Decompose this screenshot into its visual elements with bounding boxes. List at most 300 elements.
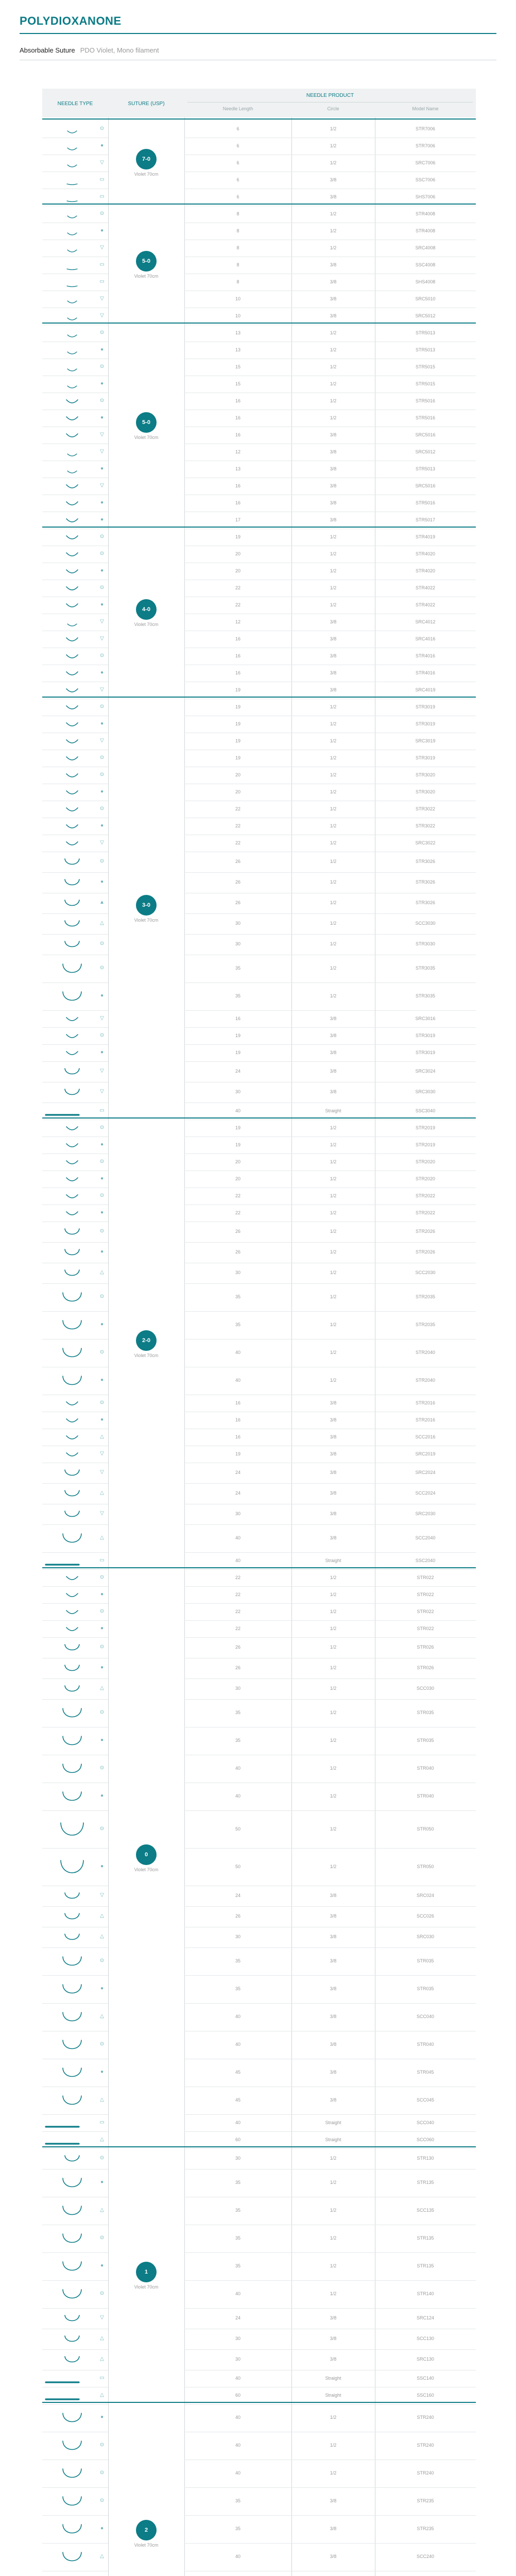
needle-length: 22 (235, 1608, 240, 1614)
needle-length: 22 (235, 1193, 240, 1198)
model-name: SSC4008 (415, 262, 436, 267)
model-name: STR026 (417, 1645, 434, 1650)
tip-tp-icon: ● (100, 2414, 104, 2420)
circle: 1/2 (330, 2470, 337, 2476)
model-name: STR135 (417, 2180, 434, 2185)
model-name: SHS4008 (415, 279, 436, 284)
circle: 1/2 (330, 755, 337, 760)
needle-length: 6 (236, 160, 239, 165)
tip-rc-icon: ⊙ (99, 1644, 105, 1650)
model-name: STR5015 (415, 364, 436, 369)
needle-length: 35 (235, 1322, 240, 1327)
circle: 1/2 (330, 1229, 337, 1234)
tip-tp-icon: ● (100, 2179, 104, 2185)
model-name: SSC2040 (415, 1557, 436, 1563)
needle-med-icon (65, 1033, 79, 1042)
tip-tp-icon: ● (100, 414, 104, 420)
needle-med-icon (65, 1176, 79, 1185)
tip-ct-icon: ▽ (100, 686, 104, 692)
needle-length: 30 (235, 1511, 240, 1516)
model-name: SCC2030 (415, 1270, 436, 1275)
tip-rc-icon: ⊙ (99, 2442, 105, 2448)
tip-ct-icon: ▽ (100, 312, 104, 318)
circle: 1/2 (330, 1665, 337, 1670)
tip-bl-icon: △ (100, 2013, 104, 2019)
model-name: STR3022 (415, 806, 436, 811)
model-name: STR4020 (415, 568, 436, 573)
row-divider (42, 2308, 108, 2309)
needle-length: 30 (235, 1089, 240, 1094)
group-separator (42, 2146, 476, 2147)
tip-bl-icon: △ (100, 2553, 104, 2559)
needle-length: 35 (235, 2235, 240, 2241)
suture-length-label: Violet 70cm (134, 917, 159, 923)
needle-length: 19 (235, 738, 240, 743)
needle-length: 40 (235, 2291, 240, 2296)
circle: 1/2 (330, 126, 337, 131)
model-name: STR050 (417, 1826, 434, 1832)
needle-large-icon (64, 899, 80, 910)
needle-length: 12 (235, 619, 240, 624)
needle-length: 19 (235, 721, 240, 726)
row-divider (42, 913, 108, 914)
row-divider (42, 2543, 108, 2544)
suture-size-badge: 4-0 (136, 599, 157, 620)
row-divider (184, 1810, 476, 1811)
tip-ct-icon: ▽ (100, 159, 104, 165)
model-name: SRC4012 (415, 619, 436, 624)
needle-med-icon (65, 1575, 79, 1584)
tip-tp-icon: ● (100, 1377, 104, 1383)
model-name: STR022 (417, 1608, 434, 1614)
needle-length: 16 (235, 415, 240, 420)
circle: 3/8 (330, 1958, 337, 1963)
circle: 3/8 (330, 466, 337, 471)
row-divider (184, 1552, 476, 1553)
row-divider (184, 1524, 476, 1525)
needle-length: 15 (235, 364, 240, 369)
needle-length: 30 (235, 941, 240, 946)
tip-ct-icon: ▽ (100, 431, 104, 437)
needle-med-icon (65, 1193, 79, 1202)
circle: 1/2 (330, 965, 337, 971)
model-name: STR2019 (415, 1142, 436, 1147)
circle: 1/2 (330, 347, 337, 352)
model-name: STR2016 (415, 1417, 436, 1422)
header-suture: SUTURE (USP) (128, 101, 165, 107)
group-separator (42, 204, 476, 205)
tip-ct-icon: ▽ (100, 737, 104, 743)
row-divider (42, 1947, 108, 1948)
tip-rc-icon: ⊙ (99, 1124, 105, 1130)
group-separator (42, 697, 476, 698)
needle-small-icon (66, 620, 78, 630)
needle-length: 35 (235, 2498, 240, 2503)
tip-cs-icon: ▭ (99, 193, 105, 199)
needle-xl-icon (62, 1533, 82, 1547)
model-name: SCC060 (416, 2137, 435, 2142)
circle: 1/2 (330, 1193, 337, 1198)
model-name: SRC4019 (415, 687, 436, 692)
tip-rc-icon: ⊙ (99, 1192, 105, 1198)
needle-med-icon (65, 704, 79, 714)
circle: Straight (325, 1557, 341, 1563)
model-name: SRC3019 (415, 738, 436, 743)
row-divider (42, 1810, 108, 1811)
needle-xl-icon (62, 1707, 82, 1721)
needle-med-icon (65, 1016, 79, 1025)
model-name: STR7006 (415, 126, 436, 131)
needle-length: 19 (235, 755, 240, 760)
model-name: SRC5012 (415, 449, 436, 454)
needle-xxl-icon (60, 1822, 84, 1840)
circle: 1/2 (330, 1294, 337, 1299)
circle: 3/8 (330, 262, 337, 267)
circle: 1/2 (330, 1863, 337, 1869)
needle-length: 40 (235, 1108, 240, 1113)
circle: 1/2 (330, 1645, 337, 1650)
circle: 3/8 (330, 517, 337, 522)
tip-rc-icon: ⊙ (99, 1294, 105, 1299)
circle: 1/2 (330, 245, 337, 250)
circle: 1/2 (330, 1176, 337, 1181)
needle-length: 35 (235, 993, 240, 998)
tip-tp-icon: ● (100, 788, 104, 794)
tip-rc-icon: ⊙ (99, 329, 105, 335)
tip-ct-icon: ▽ (100, 618, 104, 624)
needle-length: 30 (235, 1686, 240, 1691)
row-divider (42, 1010, 108, 1011)
needle-length: 20 (235, 1176, 240, 1181)
needle-large-icon (64, 1912, 80, 1923)
needle-length: 16 (235, 483, 240, 488)
tip-bl-icon: △ (100, 2207, 104, 2213)
needle-xl-icon (62, 991, 82, 1005)
table-header (42, 89, 476, 117)
row-divider (42, 1524, 108, 1525)
tip-rc-icon: ⊙ (99, 965, 105, 971)
needle-large-icon (64, 1228, 80, 1239)
circle: 1/2 (330, 823, 337, 828)
tip-rc-icon: ⊙ (99, 2155, 105, 2161)
tip-tp-icon: ● (100, 1416, 104, 1422)
needle-med-icon (65, 1609, 79, 1618)
row-divider (184, 2169, 476, 2170)
needle-length: 35 (235, 1958, 240, 1963)
tip-tp-icon: ● (100, 516, 104, 522)
needle-med-icon (65, 653, 79, 663)
circle: 3/8 (330, 1490, 337, 1496)
model-name: STR3035 (415, 965, 436, 971)
needle-med-icon (65, 687, 79, 697)
model-name: SSC7006 (415, 177, 436, 182)
needle-small-icon (66, 297, 78, 307)
circle: 1/2 (330, 993, 337, 998)
circle: 1/2 (330, 1270, 337, 1275)
needle-med-icon (65, 1400, 79, 1410)
needle-large-icon (64, 940, 80, 951)
model-name: STR5013 (415, 347, 436, 352)
needle-large-icon (64, 1489, 80, 1500)
tip-rc-icon: ⊙ (99, 550, 105, 556)
needle-length: 8 (236, 228, 239, 233)
model-name: STR240 (417, 2470, 434, 2476)
model-name: STR5016 (415, 398, 436, 403)
model-name: SCC2016 (415, 1434, 436, 1439)
circle: 3/8 (330, 1434, 337, 1439)
row-divider (184, 1483, 476, 1484)
row-divider (184, 2003, 476, 2004)
circle: 1/2 (330, 1159, 337, 1164)
row-divider (42, 2114, 108, 2115)
needle-xl-icon (62, 2496, 82, 2510)
needle-length: 22 (235, 1591, 240, 1597)
needle-length: 40 (235, 1793, 240, 1799)
circle: 3/8 (330, 2042, 337, 2047)
circle: 3/8 (330, 2554, 337, 2559)
needle-length: 13 (235, 347, 240, 352)
row-divider (184, 1586, 476, 1587)
needle-length: 30 (235, 1270, 240, 1275)
tip-ct-icon: ▽ (100, 448, 104, 454)
model-name: SRC5016 (415, 483, 436, 488)
circle: 1/2 (330, 1125, 337, 1130)
needle-med-icon (65, 772, 79, 782)
tip-sp-icon: ▲ (99, 900, 105, 905)
tip-ct-icon: ▽ (100, 1892, 104, 1898)
suture-length-label: Violet 70cm (134, 171, 159, 177)
tip-rc-icon: ⊙ (99, 2470, 105, 2476)
circle: 3/8 (330, 2014, 337, 2019)
model-name: SCC3030 (415, 921, 436, 926)
model-name: STR2016 (415, 1400, 436, 1405)
needle-length: 10 (235, 296, 240, 301)
model-name: STR4008 (415, 211, 436, 216)
tip-ct-icon: ▽ (100, 295, 104, 301)
model-name: SHS7006 (415, 194, 436, 199)
suture-size-badge: 1 (136, 2262, 157, 2282)
needle-xl-icon (62, 2177, 82, 2191)
model-name: SRC3030 (415, 1089, 436, 1094)
tip-rc-icon: ⊙ (99, 1349, 105, 1355)
needle-length: 45 (235, 2070, 240, 2075)
circle: 1/2 (330, 381, 337, 386)
needle-small-icon (66, 246, 78, 256)
tip-ct-icon: ▽ (100, 1015, 104, 1021)
row-divider (42, 934, 108, 935)
needle-med-icon (65, 585, 79, 595)
row-divider (184, 1699, 476, 1700)
needle-med-icon (65, 1050, 79, 1059)
tip-tp-icon: ● (100, 380, 104, 386)
model-name: SSC3040 (415, 1108, 436, 1113)
circle: 3/8 (330, 1470, 337, 1475)
tip-tp-icon: ● (100, 1665, 104, 1670)
group-separator (42, 1117, 476, 1118)
tip-tp-icon: ● (100, 1175, 104, 1181)
needle-med-icon (65, 398, 79, 408)
tip-rc-icon: ⊙ (99, 754, 105, 760)
row-divider (42, 1242, 108, 1243)
circle: 3/8 (330, 636, 337, 641)
tip-rc-icon: ⊙ (99, 210, 105, 216)
needle-length: 35 (235, 1710, 240, 1715)
needle-length: 6 (236, 194, 239, 199)
tip-ct-icon: ▽ (100, 635, 104, 641)
needle-length: 8 (236, 211, 239, 216)
row-divider (184, 1311, 476, 1312)
needle-length: 16 (235, 1434, 240, 1439)
needle-length: 40 (235, 2375, 240, 2381)
needle-length: 16 (235, 1015, 240, 1021)
suture-length-label: Violet 70cm (134, 1352, 159, 1358)
circle: 1/2 (330, 2180, 337, 2185)
needle-small-icon (66, 161, 78, 171)
needle-small-icon (66, 144, 78, 154)
needle-length: 26 (235, 859, 240, 864)
model-name: STR4016 (415, 653, 436, 658)
row-divider (42, 1906, 108, 1907)
needle-length: 22 (235, 806, 240, 811)
needle-length: 24 (235, 1470, 240, 1475)
needle-length: 22 (235, 585, 240, 590)
tip-rc-icon: ⊙ (99, 2235, 105, 2241)
model-name: STR235 (417, 2526, 434, 2531)
needle-med-icon (65, 789, 79, 799)
model-name: SRC2019 (415, 1451, 436, 1456)
needle-small-icon (66, 212, 78, 222)
needle-length: 40 (235, 1378, 240, 1383)
needle-length: 19 (235, 1125, 240, 1130)
needle-small-icon (66, 467, 78, 477)
model-name: STR022 (417, 1591, 434, 1597)
model-name: SRC5016 (415, 432, 436, 437)
needle-large-icon (64, 1510, 80, 1521)
needle-med-icon (65, 517, 79, 527)
tip-rc-icon: ⊙ (99, 533, 105, 539)
tip-tp-icon: ● (100, 2069, 104, 2075)
tip-cs-icon: ▭ (99, 2119, 105, 2125)
row-divider (42, 1027, 108, 1028)
needle-length: 26 (235, 1645, 240, 1650)
needle-med-icon (65, 1592, 79, 1601)
needle-large-icon (64, 1067, 80, 1078)
model-name: STR045 (417, 2070, 434, 2075)
circle: 1/2 (330, 2443, 337, 2448)
needle-xl-icon (62, 2233, 82, 2247)
circle: 1/2 (330, 900, 337, 905)
model-name: STR3019 (415, 721, 436, 726)
tip-rc-icon: ⊙ (99, 363, 105, 369)
tip-bl-icon: △ (100, 1535, 104, 1540)
tip-tp-icon: ● (100, 1737, 104, 1743)
circle: Straight (325, 2375, 341, 2381)
row-divider (42, 1552, 108, 1553)
circle: 1/2 (330, 1142, 337, 1147)
needle-flat-icon (66, 179, 78, 188)
tip-rc-icon: ⊙ (99, 1825, 105, 1832)
circle: 3/8 (330, 2336, 337, 2341)
circle: 1/2 (330, 143, 337, 148)
needle-med-icon (65, 1210, 79, 1219)
model-name: SRC2030 (415, 1511, 436, 1516)
tip-rc-icon: ⊙ (99, 1158, 105, 1164)
model-name: SRC2024 (415, 1470, 436, 1475)
circle: 1/2 (330, 330, 337, 335)
circle: 1/2 (330, 1210, 337, 1215)
needle-length: 15 (235, 381, 240, 386)
needle-length: 12 (235, 449, 240, 454)
model-name: STR140 (417, 2291, 434, 2296)
circle: 1/2 (330, 772, 337, 777)
circle: 1/2 (330, 840, 337, 845)
row-divider (42, 2169, 108, 2170)
row-divider (42, 1483, 108, 1484)
circle: Straight (325, 2392, 341, 2398)
header-needle-product: NEEDLE PRODUCT (306, 93, 354, 98)
row-divider (42, 2131, 108, 2132)
needle-med-icon (65, 721, 79, 731)
needle-length: 6 (236, 143, 239, 148)
model-name: STR240 (417, 2415, 434, 2420)
needle-length: 24 (235, 2315, 240, 2320)
suture-length-label: Violet 70cm (134, 435, 159, 440)
row-divider (184, 1637, 476, 1638)
model-name: STR2022 (415, 1193, 436, 1198)
row-divider (42, 1975, 108, 1976)
circle: 3/8 (330, 2498, 337, 2503)
row-divider (184, 1975, 476, 1976)
needle-length: 16 (235, 432, 240, 437)
needle-xl-icon (62, 2067, 82, 2081)
model-name: STR3026 (415, 879, 436, 885)
tip-bl-icon: △ (100, 1934, 104, 1939)
needle-xl-icon (62, 1292, 82, 1306)
circle: 1/2 (330, 2415, 337, 2420)
model-name: STR5016 (415, 500, 436, 505)
circle: 1/2 (330, 941, 337, 946)
needle-xl-icon (62, 2011, 82, 2025)
tip-tp-icon: ● (100, 227, 104, 233)
needle-length: 26 (235, 1913, 240, 1919)
needle-small-icon (66, 348, 78, 358)
needle-med-icon (65, 738, 79, 748)
needle-med-icon (65, 1142, 79, 1151)
suture-length-label: Violet 70cm (134, 273, 159, 279)
circle: 3/8 (330, 1015, 337, 1021)
model-name: STR035 (417, 1710, 434, 1715)
model-name: STR4008 (415, 228, 436, 233)
model-name: STR022 (417, 1625, 434, 1631)
circle: 1/2 (330, 738, 337, 743)
row-divider (184, 913, 476, 914)
circle: 1/2 (330, 1686, 337, 1691)
circle: 3/8 (330, 1069, 337, 1074)
suture-length-label: Violet 70cm (134, 622, 159, 627)
needle-length: 24 (235, 1490, 240, 1496)
model-name: STR035 (417, 1986, 434, 1991)
needle-xl-icon (62, 2440, 82, 2454)
circle: 1/2 (330, 1710, 337, 1715)
needle-med-icon (65, 670, 79, 680)
tip-rc-icon: ⊙ (99, 805, 105, 811)
needle-length: 16 (235, 636, 240, 641)
needle-length: 19 (235, 687, 240, 692)
needle-length: 40 (235, 2470, 240, 2476)
group-separator (42, 2402, 476, 2403)
circle: 3/8 (330, 279, 337, 284)
row-divider (184, 2131, 476, 2132)
